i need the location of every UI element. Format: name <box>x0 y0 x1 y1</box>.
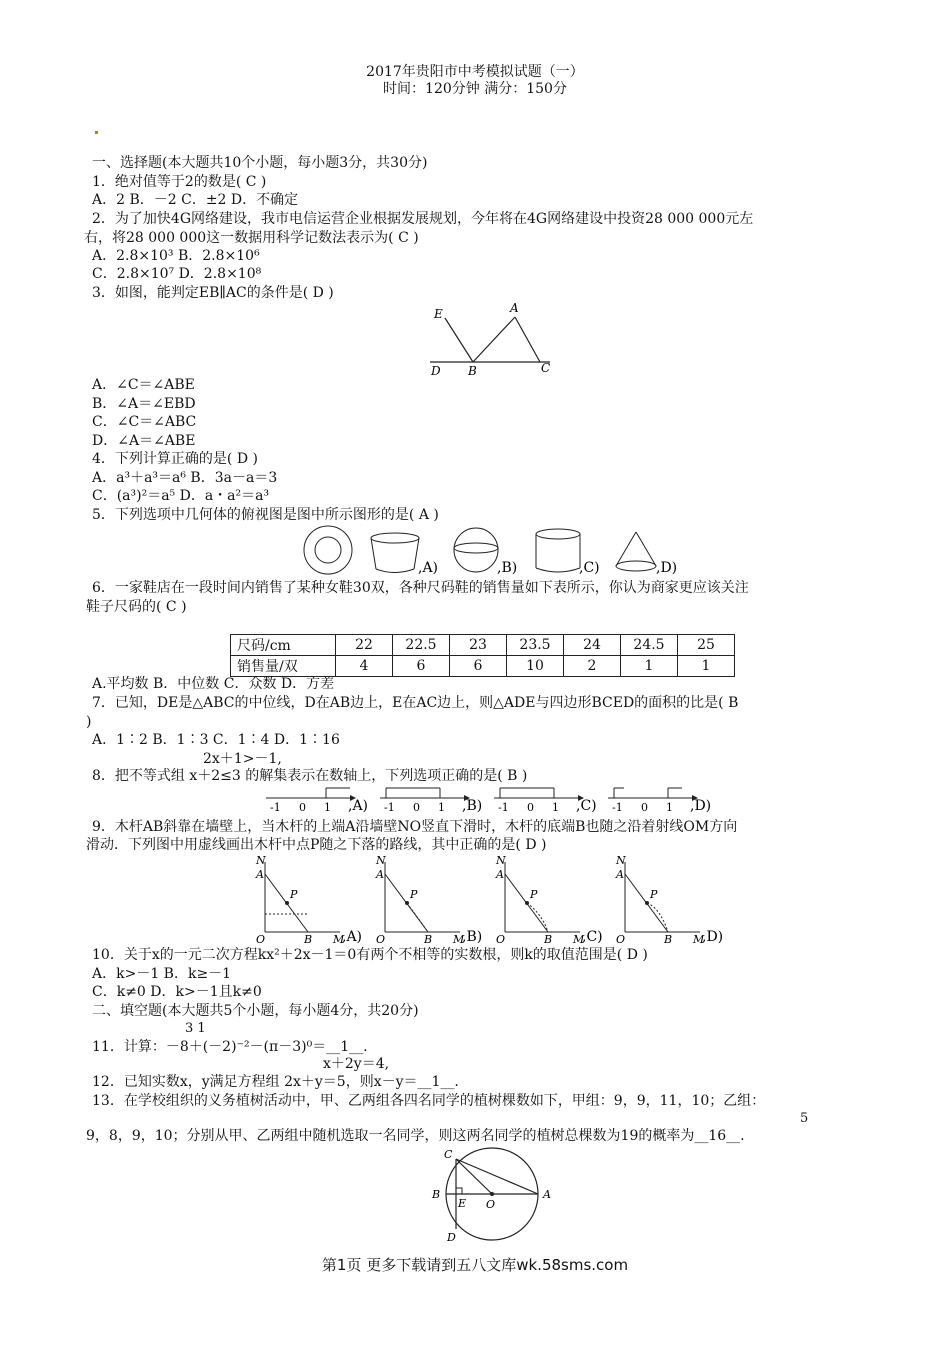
section-2-heading: 二、填空题(本大题共5个小题，每小题4分，共20分) <box>92 1003 419 1019</box>
table-cell: 6 <box>450 656 507 677</box>
label-n: N <box>616 854 626 867</box>
label-b: B <box>424 933 433 946</box>
exam-subtitle: 时间：120分钟 满分：150分 <box>383 81 567 97</box>
label-p: P <box>410 888 418 901</box>
label-a: A <box>616 868 624 881</box>
tick-label: -1 <box>498 801 509 814</box>
label-o: O <box>496 933 506 946</box>
label-e: E <box>434 307 443 321</box>
label-n: N <box>376 854 386 867</box>
label-a: A <box>510 301 519 315</box>
q13-circle-figure <box>420 1145 560 1245</box>
tick-label: 0 <box>527 801 534 814</box>
q13-stem-2: 9，8，9，10；分别从甲、乙两组中随机选取一名同学，则这两名同学的植树总棵数为19的概率为__16__. <box>86 1128 745 1144</box>
tick-label: -1 <box>612 801 623 814</box>
q11-stem: 11．计算：－8＋(－2)⁻²－(π－3)⁰＝__1__. <box>92 1039 368 1055</box>
label-b: B <box>304 933 313 946</box>
q2-stem-2: 右，将28 000 000这一数据用科学记数法表示为( C ) <box>84 230 419 246</box>
table-cell: 22 <box>336 635 393 656</box>
q6-stem-1: 6．一家鞋店在一段时间内销售了某种女鞋30双，各种尺码鞋的销售量如下表所示，你认为商家更应该关注 <box>92 580 749 596</box>
option-d-tag: ,D) <box>656 560 678 576</box>
q8-stem: 8．把不等式组 x＋2≤3 的解集表示在数轴上，下列选项正确的是( B ) <box>92 768 528 784</box>
q3-figure <box>425 300 555 378</box>
tick-label: 1 <box>552 801 559 814</box>
option-d-number-line <box>608 788 711 814</box>
option-b-number-line <box>380 788 482 814</box>
q12-system-line-1: x＋2y＝4, <box>323 1056 390 1072</box>
q1-stem: 1．绝对值等于2的数是( C ) <box>92 174 267 190</box>
q2-stem-1: 2．为了加快4G网络建设，我市电信运营企业根据发展规划，今年将在4G网络建设中投资28 000 000元左 <box>92 211 754 227</box>
q2-options-cd: C．2.8×10⁷ D．2.8×10⁸ <box>92 266 262 282</box>
q1-options: A．2 B．－2 C．±2 D．不确定 <box>92 192 299 208</box>
option-a-tag: ,A) <box>342 929 363 945</box>
table-cell: 销售量/双 <box>231 656 336 677</box>
q13-superscript: 5 <box>800 1111 809 1126</box>
q8-number-lines <box>262 784 722 816</box>
label-n: N <box>496 854 506 867</box>
label-a: A <box>376 868 384 881</box>
section-1-heading: 一、选择题(本大题共10个小题，每小题3分，共30分) <box>92 155 428 171</box>
q7-stem-2: ) <box>86 714 92 730</box>
table-cell: 1 <box>678 656 735 677</box>
option-c-ladder <box>495 854 603 946</box>
option-a-number-line <box>266 788 368 814</box>
q10-stem: 10．关于x的一元二次方程kx²＋2x－1＝0有两个不相等的实数根，则k的取值范围是( D ) <box>92 947 648 963</box>
q13-stem-1: 13．在学校组织的义务植树活动中，甲、乙两组各四名同学的植树棵数如下，甲组：9，9，11，10；乙组： <box>92 1093 766 1109</box>
stray-dot <box>95 131 98 134</box>
label-o: O <box>256 933 266 946</box>
option-b-ladder <box>375 854 482 946</box>
label-m: M <box>453 933 465 946</box>
table-row <box>231 635 735 656</box>
option-d-ladder <box>615 854 723 946</box>
table-cell: 尺码/cm <box>231 635 336 656</box>
option-c-tag: ,C) <box>579 560 600 576</box>
label-b: B <box>468 364 477 378</box>
option-d-tag: ,D) <box>702 929 724 945</box>
table-cell: 24.5 <box>621 635 678 656</box>
option-c-number-line <box>494 788 597 814</box>
label-m: M <box>573 933 585 946</box>
label-p: P <box>650 888 658 901</box>
q7-stem-1: 7．已知，DE是△ABC的中位线，D在AB边上，E在AC边上，则△ADE与四边形BCED的面积的比是( B <box>92 695 739 711</box>
option-c-cylinder <box>536 529 600 576</box>
option-b-tag: ,B) <box>462 929 483 945</box>
label-c: C <box>444 1148 453 1161</box>
q3-stem: 3．如图，能判定EB∥AC的条件是( D ) <box>92 285 334 301</box>
exam-title-block <box>0 64 950 98</box>
q2-options-ab: A．2.8×10³ B．2.8×10⁶ <box>92 248 260 264</box>
q12-stem: 12．已知实数x，y满足方程组 2x＋y＝5，则x－y＝__1__. <box>92 1074 459 1090</box>
option-a-tag: ,A) <box>418 560 439 576</box>
tick-label: 0 <box>641 801 648 814</box>
label-b: B <box>544 933 553 946</box>
q3-option-d: D．∠A＝∠ABE <box>92 433 196 449</box>
table-cell: 1 <box>621 656 678 677</box>
label-m: M <box>333 933 345 946</box>
q4-stem: 4．下列计算正确的是( D ) <box>92 451 258 467</box>
label-p: P <box>530 888 538 901</box>
q10-options-cd: C．k≠0 D．k>－1且k≠0 <box>92 984 262 1000</box>
tick-label: 1 <box>666 801 673 814</box>
table-cell: 23 <box>450 635 507 656</box>
q9-stem-2: 滑动．下列图中用虚线画出木杆中点P随之下落的路线，其中正确的是( D ) <box>86 837 547 853</box>
table-cell: 10 <box>507 656 564 677</box>
option-c-tag: ,C) <box>582 929 603 945</box>
table-cell: 23.5 <box>507 635 564 656</box>
table-cell: 2 <box>564 656 621 677</box>
page-footer: 第1页 更多下载请到五八文库wk.58sms.com <box>321 1256 629 1274</box>
q3-option-c: C．∠C＝∠ABC <box>92 414 197 430</box>
option-d-tag: ,D) <box>690 798 712 814</box>
q4-options-cd: C．(a³)²＝a⁵ D．a・a²＝a³ <box>92 488 270 504</box>
tick-label: 1 <box>324 801 331 814</box>
option-b-tag: ,B) <box>462 798 483 814</box>
q6-options: A.平均数 B．中位数 C．众数 D．方差 <box>92 676 335 692</box>
q5-figures <box>300 524 690 580</box>
q9-stem-1: 9．木杆AB斜靠在墙壁上，当木杆的上端A沿墙壁NO竖直下滑时，木杆的底端B也随之沿着射线OM方向 <box>92 819 738 835</box>
option-d-cone <box>616 532 677 576</box>
label-e: E <box>458 1197 467 1210</box>
label-m: M <box>693 933 705 946</box>
table-cell: 6 <box>393 656 450 677</box>
option-a-ladder <box>255 854 362 946</box>
label-o: O <box>376 933 386 946</box>
option-a-tag: ,A) <box>348 798 369 814</box>
q8-system-line-1: 2x＋1>－1, <box>203 751 282 767</box>
option-a-frustum <box>371 533 438 576</box>
label-d: D <box>431 364 441 378</box>
label-b: B <box>664 933 673 946</box>
top-view-rings <box>304 526 352 574</box>
q10-options-ab: A．k>－1 B．k≥－1 <box>92 966 232 982</box>
tick-label: 0 <box>299 801 306 814</box>
option-c-tag: ,C) <box>576 798 597 814</box>
label-o: O <box>486 1198 496 1211</box>
option-b-sphere <box>454 528 517 576</box>
exam-title: 2017年贵阳市中考模拟试题（一） <box>366 64 584 80</box>
label-c: C <box>541 361 551 375</box>
segment-eb <box>445 318 473 362</box>
q3-option-a: A．∠C＝∠ABE <box>92 377 195 393</box>
q3-option-b: B．∠A＝∠EBD <box>92 396 196 412</box>
label-a: A <box>496 868 504 881</box>
q9-figures <box>250 852 740 946</box>
label-d: D <box>447 1231 456 1244</box>
label-o: O <box>616 933 626 946</box>
segment-ac <box>515 317 540 362</box>
label-a: A <box>543 1188 551 1201</box>
q6-stem-2: 鞋子尺码的( C ) <box>86 599 187 615</box>
q11-superscripts: 3 1 <box>185 1021 206 1036</box>
q7-options: A．1∶2 B．1∶3 C．1∶4 D．1∶16 <box>92 732 340 748</box>
tick-label: 0 <box>413 801 420 814</box>
table-cell: 24 <box>564 635 621 656</box>
shoe-size-table <box>230 634 735 677</box>
tick-label: 1 <box>438 801 445 814</box>
table-cell: 22.5 <box>393 635 450 656</box>
option-b-tag: ,B) <box>497 560 518 576</box>
label-b: B <box>432 1188 441 1201</box>
label-a: A <box>256 868 264 881</box>
segment-ba <box>473 317 515 362</box>
label-n: N <box>256 854 266 867</box>
q4-options-ab: A．a³＋a³＝a⁶ B．3a－a＝3 <box>92 470 278 486</box>
tick-label: -1 <box>270 801 281 814</box>
table-row <box>231 656 735 677</box>
label-p: P <box>290 888 298 901</box>
q5-stem: 5．下列选项中几何体的俯视图是图中所示图形的是( A ) <box>92 507 439 523</box>
tick-label: -1 <box>384 801 395 814</box>
table-cell: 4 <box>336 656 393 677</box>
table-cell: 25 <box>678 635 735 656</box>
